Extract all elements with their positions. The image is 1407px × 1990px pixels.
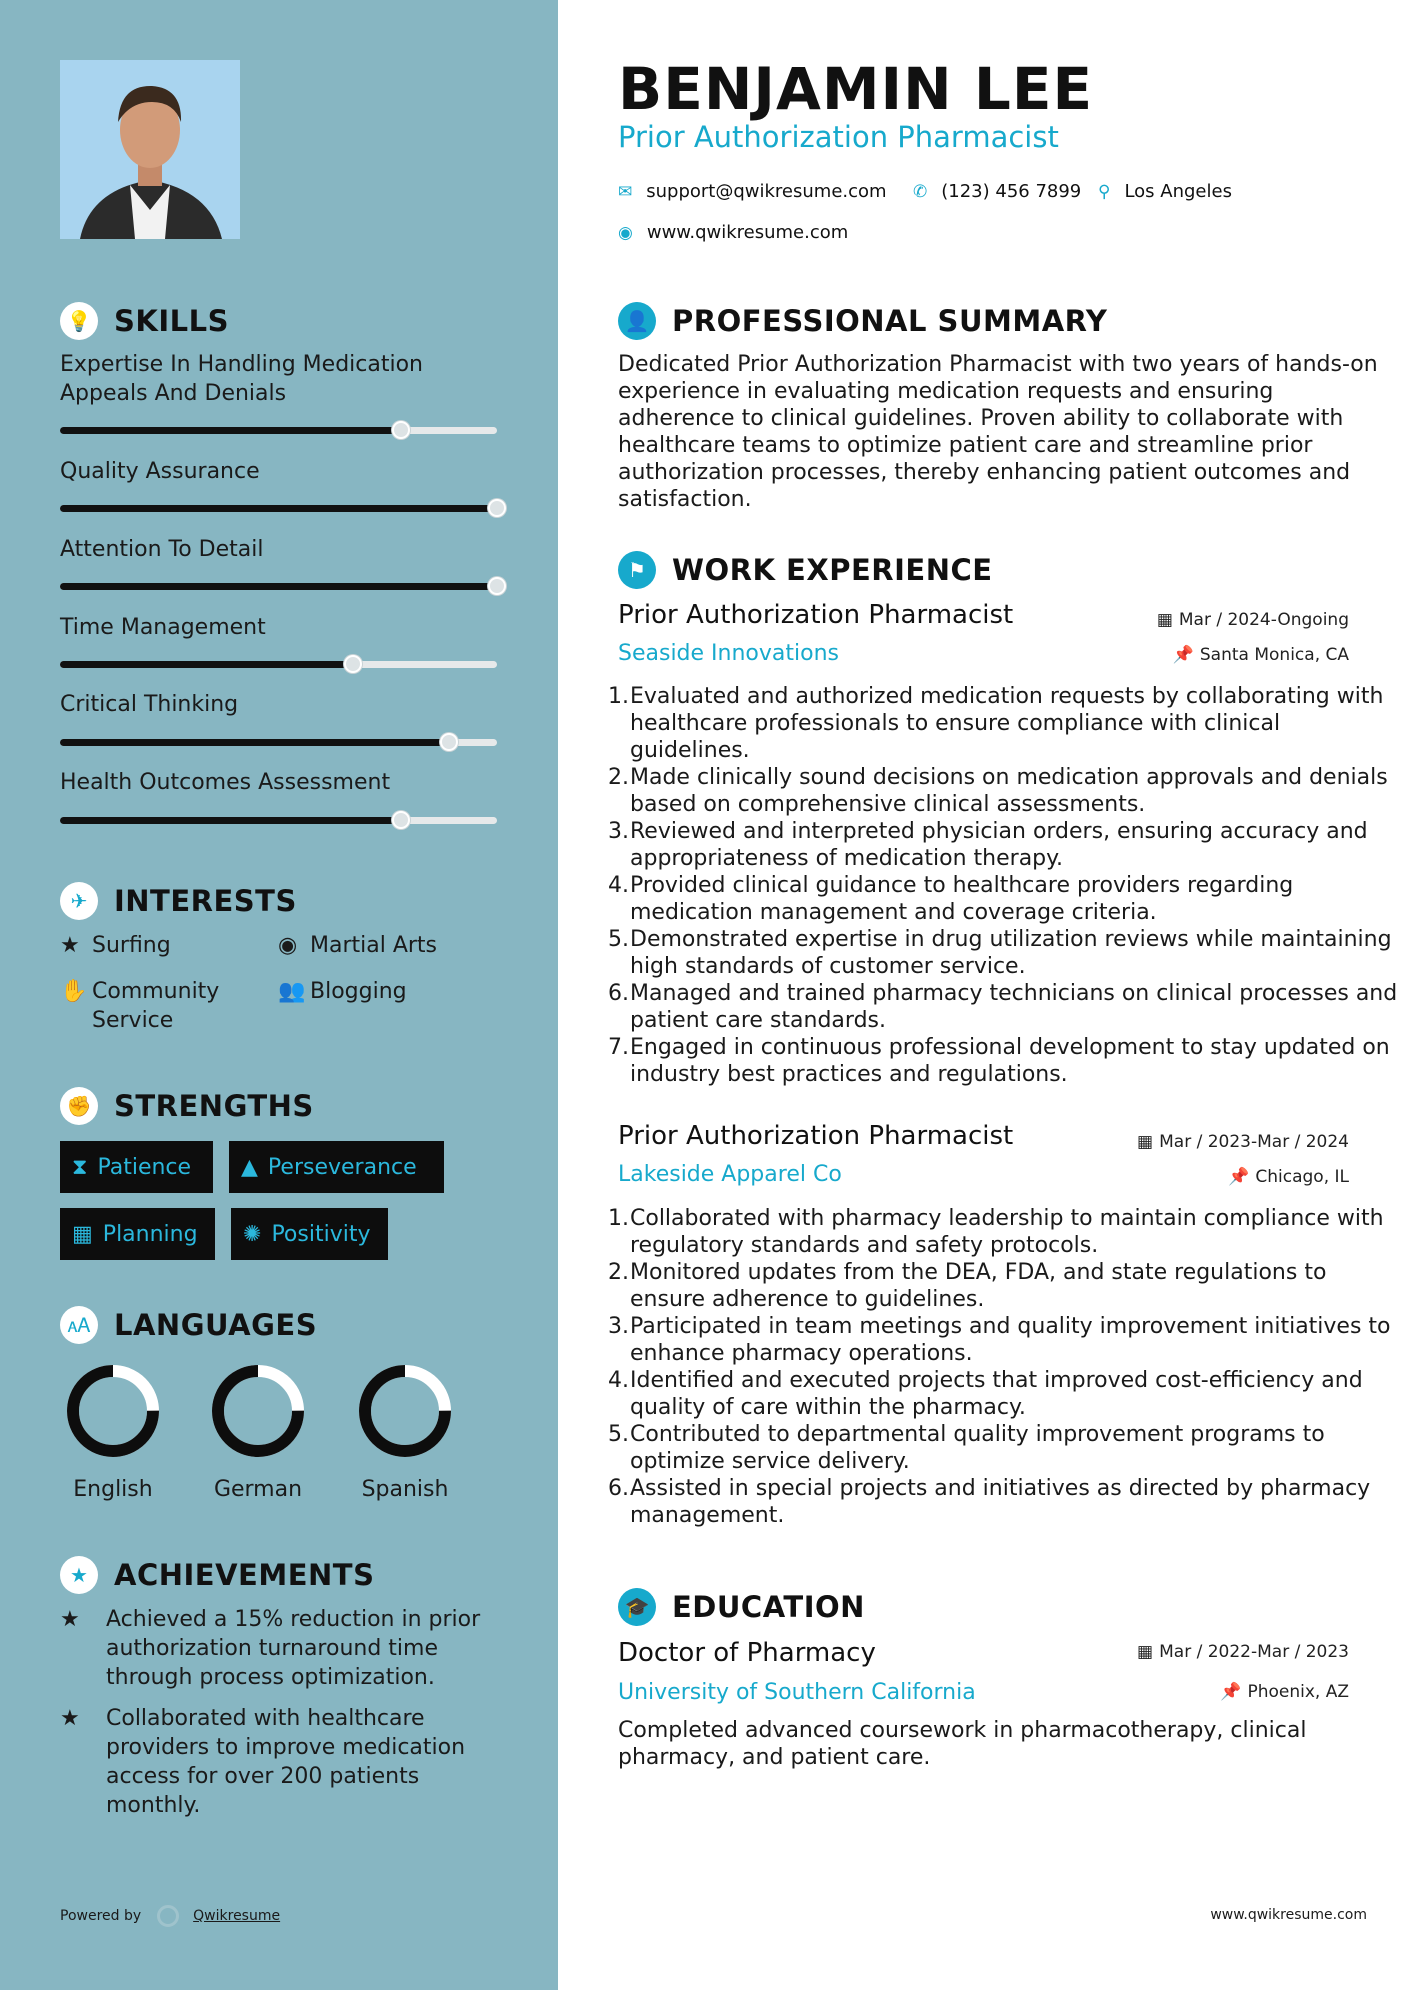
bullet-text: Contributed to departmental quality improvement programs to optimize service delivery. [630, 1422, 1325, 1474]
skill-bar [60, 583, 497, 590]
map-pin-icon: ⚲ [1098, 181, 1111, 202]
bullet-item [608, 1367, 1398, 1421]
bullet-number: 6. [608, 981, 629, 1006]
bullet-item [608, 1313, 1398, 1367]
profile-photo [60, 60, 240, 239]
shooting-star-icon: ★ [60, 1706, 80, 1731]
qwikresume-logo-icon [157, 1905, 179, 1927]
strength-chip: ⧗ Patience [60, 1141, 213, 1193]
skill-bar-fill [60, 505, 497, 512]
contact-website: ◉ www.qwikresume.com [618, 222, 849, 243]
skill-bar-knob [440, 733, 458, 751]
skill-bar-knob [344, 655, 362, 673]
education-description: Completed advanced coursework in pharmacotherapy, clinical pharmacy, and patient care. [618, 1718, 1307, 1770]
skill-bar-fill [60, 817, 401, 824]
calendar-icon: ▦ [1156, 610, 1173, 630]
qwikresume-link[interactable]: Qwikresume [193, 1908, 281, 1924]
bullet-text: Provided clinical guidance to healthcare providers regarding medication management and coverage criteria. [630, 873, 1294, 925]
bullet-item [608, 1421, 1398, 1475]
bullet-item [608, 1259, 1398, 1313]
bullet-text: Engaged in continuous professional development to stay updated on industry best practices and regulations. [630, 1035, 1390, 1087]
summary-text: Dedicated Prior Authorization Pharmacist with two years of hands-on experience in evaluating medication requests and ensuring adherence to clinical guidelines. Proven ability to collaborate with healthcare teams to optimize patient care and streamline prior authorization processes, thereby enhancing patient outcomes and satisfaction. [618, 352, 1378, 512]
bullet-number: 7. [608, 1035, 629, 1060]
summary-heading: 👤 PROFESSIONAL SUMMARY [618, 302, 1107, 340]
job-bullets [608, 1205, 1398, 1529]
bullet-number: 5. [608, 927, 629, 952]
language-item [188, 1363, 328, 1502]
language-icon: 🗚 [60, 1306, 98, 1344]
footer-website[interactable]: www.qwikresume.com [1210, 1907, 1367, 1923]
user-icon: 👤 [618, 302, 656, 340]
bullet-number: 2. [608, 1260, 629, 1285]
star-icon: ★ [60, 933, 80, 958]
education-dates: ▦ Mar / 2022-Mar / 2023 [1137, 1642, 1349, 1662]
job-location: 📌 Santa Monica, CA [1172, 645, 1349, 665]
bullet-text: Demonstrated expertise in drug utilization reviews while maintaining high standards of customer service. [630, 927, 1392, 979]
bullet-text: Assisted in special projects and initiatives as directed by pharmacy management. [630, 1476, 1371, 1528]
skill-bar [60, 505, 497, 512]
skill-bar-knob [392, 421, 410, 439]
school-name: University of Southern California [618, 1680, 976, 1705]
bullet-text: Reviewed and interpreted physician orders, ensuring accuracy and appropriateness of medication therapy. [630, 819, 1368, 871]
fist-icon: ✊ [60, 1087, 98, 1125]
bullet-number: 1. [608, 1206, 629, 1231]
bullet-number: 4. [608, 873, 629, 898]
strength-chip: ▦ Planning [60, 1208, 215, 1260]
bullet-text: Collaborated with pharmacy leadership to maintain compliance with regulatory standards and safety protocols. [630, 1206, 1384, 1258]
bullet-text: Participated in team meetings and quality improvement initiatives to enhance pharmacy operations. [630, 1314, 1391, 1366]
achievement-item: ★ Achieved a 15% reduction in prior authorization turnaround time through process optimization. [60, 1607, 481, 1690]
skill-bar-fill [60, 583, 497, 590]
contact-email: ✉ support@qwikresume.com [618, 181, 887, 202]
degree-title: Doctor of Pharmacy [618, 1638, 876, 1668]
skill-bar-knob [488, 577, 506, 595]
interest-item: ★ Surfing [60, 933, 171, 958]
candidate-role: Prior Authorization Pharmacist [618, 120, 1059, 154]
strength-chip: ▲ Perseverance [229, 1141, 444, 1193]
sidebar [0, 0, 558, 1990]
strengths-heading: ✊ STRENGTHS [60, 1087, 314, 1125]
skill-bar-fill [60, 661, 353, 668]
language-ring [210, 1363, 306, 1459]
globe-icon: ◉ [618, 222, 633, 243]
languages-heading: 🗚 LANGUAGES [60, 1306, 317, 1344]
skill-bar [60, 817, 497, 824]
language-label: German [213, 1477, 303, 1502]
job-bullets [608, 683, 1398, 1088]
bullet-item [608, 1475, 1398, 1529]
language-item [43, 1363, 183, 1502]
chair-icon: ⚑ [618, 551, 656, 589]
job-dates: ▦ Mar / 2024-Ongoing [1156, 610, 1349, 630]
hourglass-icon: ⧗ [72, 1154, 88, 1180]
bullet-item [608, 683, 1398, 764]
group-icon: 👥 [278, 979, 306, 1004]
bullet-number: 5. [608, 1422, 629, 1447]
award-star-icon: ★ [60, 1556, 98, 1594]
job-company: Seaside Innovations [618, 641, 839, 666]
skill-bar-knob [392, 811, 410, 829]
bullet-number: 3. [608, 1314, 629, 1339]
interest-item: ◉ Martial Arts [278, 933, 438, 958]
strength-chip: ✺ Positivity [231, 1208, 388, 1260]
job-dates: ▦ Mar / 2023-Mar / 2024 [1137, 1132, 1349, 1152]
bullet-number: 3. [608, 819, 629, 844]
education-heading: 🎓 EDUCATION [618, 1588, 865, 1626]
language-ring [357, 1363, 453, 1459]
bullet-text: Evaluated and authorized medication requests by collaborating with healthcare professionals to ensure compliance with clinical guidelines. [630, 684, 1384, 763]
skill-name: Health Outcomes Assessment [60, 770, 391, 795]
job-location: 📌 Chicago, IL [1228, 1167, 1349, 1187]
bullet-number: 4. [608, 1368, 629, 1393]
bullet-text: Identified and executed projects that improved cost-efficiency and quality of care within the pharmacy. [630, 1368, 1363, 1420]
skill-name: Attention To Detail [60, 537, 264, 562]
bullet-item [608, 980, 1398, 1034]
shooting-star-icon: ★ [60, 1607, 80, 1632]
bullet-text: Monitored updates from the DEA, FDA, and state regulations to ensure adherence to guidelines. [630, 1260, 1327, 1312]
job-title: Prior Authorization Pharmacist [618, 600, 1014, 630]
skill-bar-fill [60, 427, 401, 434]
candidate-name: BENJAMIN LEE [618, 55, 1094, 123]
language-label: Spanish [361, 1477, 449, 1502]
bullet-item [608, 872, 1398, 926]
contact-location: ⚲ Los Angeles [1098, 181, 1232, 202]
skill-bar [60, 661, 497, 668]
pin-icon: 📌 [1220, 1682, 1242, 1702]
skill-bar-fill [60, 739, 449, 746]
bullet-text: Made clinically sound decisions on medication approvals and denials based on comprehensive clinical assessments. [630, 765, 1388, 817]
bullet-item [608, 1205, 1398, 1259]
pin-icon: 📌 [1172, 645, 1194, 665]
bullet-item [608, 818, 1398, 872]
skill-bar [60, 739, 497, 746]
calendar-icon: ▦ [1137, 1132, 1154, 1152]
language-ring [65, 1363, 161, 1459]
bullet-text: Managed and trained pharmacy technicians on clinical processes and patient care standards. [630, 981, 1398, 1033]
bullet-number: 2. [608, 765, 629, 790]
bullet-item [608, 926, 1398, 980]
job-company: Lakeside Apparel Co [618, 1162, 842, 1187]
bullet-number: 6. [608, 1476, 629, 1501]
sun-icon: ✺ [243, 1221, 262, 1247]
interest-item: ✋ Community Service [60, 979, 220, 1033]
powered-by: Powered by Qwikresume [60, 1905, 280, 1927]
graduate-icon: 🎓 [618, 1588, 656, 1626]
calendar-icon: ▦ [72, 1221, 93, 1247]
experience-heading: ⚑ WORK EXPERIENCE [618, 551, 993, 589]
skill-name: Expertise In Handling Medication Appeals And Denials [60, 352, 423, 406]
pin-icon: 📌 [1228, 1167, 1250, 1187]
achievement-item: ★ Collaborated with healthcare providers to improve medication access for over 200 patients monthly. [60, 1706, 466, 1818]
language-item [335, 1363, 475, 1502]
lightbulb-icon: 💡 [60, 302, 98, 340]
skill-bar-knob [488, 499, 506, 517]
interest-item: 👥 Blogging [278, 979, 407, 1004]
phone-icon: ✆ [913, 181, 928, 202]
skill-name: Time Management [60, 615, 266, 640]
skill-name: Critical Thinking [60, 692, 239, 717]
hand-icon: ✋ [60, 979, 88, 1004]
bullet-number: 1. [608, 684, 629, 709]
skill-bar [60, 427, 497, 434]
main-content [558, 0, 1407, 1990]
skills-heading: 💡 SKILLS [60, 302, 229, 340]
interests-heading: ✈ INTERESTS [60, 882, 297, 920]
bullet-item [608, 764, 1398, 818]
contact-phone: ✆ (123) 456 7899 [913, 181, 1082, 202]
language-label: English [73, 1477, 153, 1502]
skill-name: Quality Assurance [60, 459, 260, 484]
globe-icon: ◉ [278, 933, 298, 958]
achievements-heading: ★ ACHIEVEMENTS [60, 1556, 374, 1594]
job-title: Prior Authorization Pharmacist [618, 1121, 1014, 1151]
education-location: 📌 Phoenix, AZ [1220, 1682, 1349, 1702]
envelope-icon: ✉ [618, 181, 633, 202]
bullet-item [608, 1034, 1398, 1088]
road-icon: ▲ [241, 1154, 258, 1180]
calendar-icon: ▦ [1137, 1642, 1154, 1662]
paper-plane-icon: ✈ [60, 882, 98, 920]
